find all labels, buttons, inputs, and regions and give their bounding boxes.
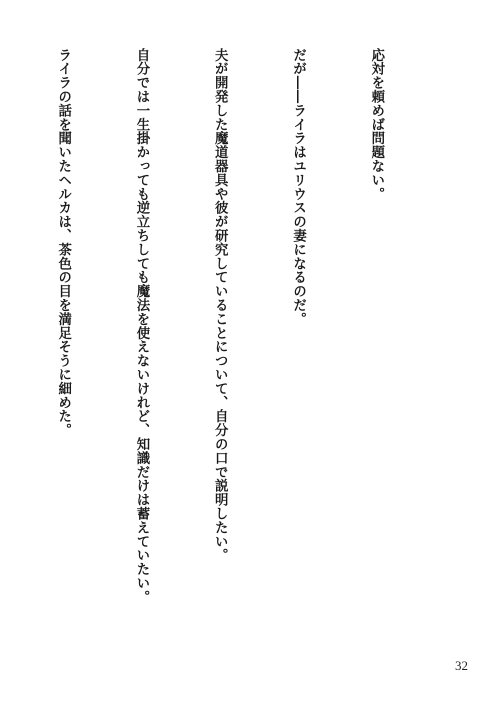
page-number: 32 [455, 658, 468, 673]
text-line: 夫が開発した魔道器具や彼が研究していることについて、自分の口で説明したい。 [212, 48, 229, 563]
text-line: 応対を頼めば問題ない。 [368, 48, 385, 201]
text-line: ライラの話を聞いたヘルカは、茶色の目を満足そうに細めた。 [55, 48, 72, 438]
text-line: 自分では一生掛かっても逆立ちしても魔法を使えないけれど、知識だけは蓄えていたい。 [133, 48, 150, 604]
text-line: だが――ライラはユリウスの妻になるのだ。 [290, 48, 307, 326]
vertical-text-body [42, 48, 442, 638]
